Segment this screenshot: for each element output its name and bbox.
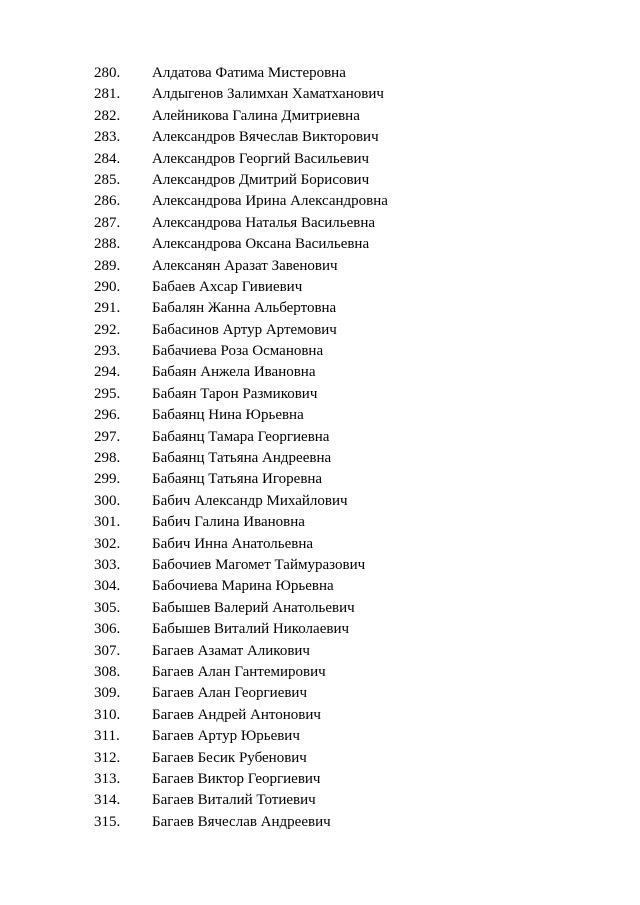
item-number: 303. xyxy=(94,556,121,573)
list-item xyxy=(0,748,640,769)
list-item xyxy=(0,63,640,84)
person-name: Александров Дмитрий Борисович xyxy=(152,171,370,188)
list-item xyxy=(0,598,640,619)
list-item xyxy=(0,705,640,726)
item-number: 288. xyxy=(94,236,121,253)
item-number: 310. xyxy=(94,706,121,723)
item-number: 295. xyxy=(94,385,121,402)
person-name: Бабаян Анжела Ивановна xyxy=(152,364,316,381)
person-name: Александров Георгий Васильевич xyxy=(152,150,370,167)
item-number: 313. xyxy=(94,770,121,787)
item-number: 280. xyxy=(94,65,121,81)
item-number: 289. xyxy=(94,257,121,274)
list-item xyxy=(0,427,640,448)
person-name: Бабалян Жанна Альбертовна xyxy=(152,300,337,317)
person-name: Александрова Оксана Васильевна xyxy=(152,236,370,253)
name-list xyxy=(0,63,640,833)
person-name: Багаев Артур Юрьевич xyxy=(152,728,300,745)
item-number: 292. xyxy=(94,321,121,338)
item-number: 296. xyxy=(94,407,121,424)
item-number: 308. xyxy=(94,663,121,680)
person-name: Багаев Алан Гантемирович xyxy=(152,663,326,680)
list-item xyxy=(0,448,640,469)
item-number: 306. xyxy=(94,621,121,638)
list-item xyxy=(0,213,640,234)
list-item xyxy=(0,127,640,148)
list-item xyxy=(0,384,640,405)
list-item xyxy=(0,106,640,127)
person-name: Александров Вячеслав Викторович xyxy=(152,129,379,146)
list-item xyxy=(0,683,640,704)
item-number: 285. xyxy=(94,171,121,188)
list-item xyxy=(0,512,640,533)
person-name: Бабачиева Роза Османовна xyxy=(152,343,324,360)
person-name: Багаев Алан Георгиевич xyxy=(152,685,308,702)
list-item xyxy=(0,191,640,212)
list-item xyxy=(0,341,640,362)
list-item xyxy=(0,619,640,640)
list-item xyxy=(0,790,640,811)
list-item xyxy=(0,84,640,105)
list-item xyxy=(0,662,640,683)
person-name: Багаев Виктор Георгиевич xyxy=(152,770,321,787)
person-name: Бабышев Валерий Анатольевич xyxy=(152,599,355,616)
person-name: Алейникова Галина Дмитриевна xyxy=(152,107,360,124)
list-item xyxy=(0,320,640,341)
item-number: 302. xyxy=(94,535,121,552)
person-name: Бабич Александр Михайлович xyxy=(152,492,348,509)
list-item xyxy=(0,491,640,512)
person-name: Багаев Андрей Антонович xyxy=(152,706,321,723)
item-number: 290. xyxy=(94,278,121,295)
list-item xyxy=(0,469,640,490)
person-name: Бабасинов Артур Артемович xyxy=(152,321,337,338)
person-name: Багаев Азамат Аликович xyxy=(152,642,310,659)
list-item xyxy=(0,405,640,426)
item-number: 300. xyxy=(94,492,121,509)
person-name: Бабаянц Нина Юрьевна xyxy=(152,407,304,424)
item-number: 287. xyxy=(94,214,121,231)
list-item xyxy=(0,298,640,319)
list-item xyxy=(0,534,640,555)
item-number: 315. xyxy=(94,813,121,830)
item-number: 291. xyxy=(94,300,121,317)
item-number: 298. xyxy=(94,450,121,467)
person-name: Алдатова Фатима Мистеровна xyxy=(152,65,346,81)
item-number: 281. xyxy=(94,86,121,103)
item-number: 283. xyxy=(94,129,121,146)
item-number: 284. xyxy=(94,150,121,167)
person-name: Бабаев Ахсар Гивиевич xyxy=(152,278,303,295)
list-item xyxy=(0,170,640,191)
list-item xyxy=(0,149,640,170)
person-name: Багаев Вячеслав Андреевич xyxy=(152,813,331,830)
person-name: Алдыгенов Залимхан Хаматханович xyxy=(152,86,384,103)
person-name: Александрова Ирина Александровна xyxy=(152,193,388,210)
item-number: 282. xyxy=(94,107,121,124)
item-number: 286. xyxy=(94,193,121,210)
list-item xyxy=(0,769,640,790)
list-item xyxy=(0,234,640,255)
item-number: 301. xyxy=(94,514,121,531)
list-item xyxy=(0,812,640,833)
item-number: 294. xyxy=(94,364,121,381)
item-number: 293. xyxy=(94,343,121,360)
person-name: Бабич Инна Анатольевна xyxy=(152,535,314,552)
item-number: 309. xyxy=(94,685,121,702)
list-item xyxy=(0,256,640,277)
list-item xyxy=(0,362,640,383)
person-name: Бабочиева Марина Юрьевна xyxy=(152,578,334,595)
person-name: Бабышев Виталий Николаевич xyxy=(152,621,350,638)
person-name: Бабаян Тарон Размикович xyxy=(152,385,318,402)
item-number: 307. xyxy=(94,642,121,659)
person-name: Багаев Бесик Рубенович xyxy=(152,749,307,766)
person-name: Бабич Галина Ивановна xyxy=(152,514,305,531)
list-item xyxy=(0,726,640,747)
item-number: 314. xyxy=(94,792,121,809)
item-number: 297. xyxy=(94,428,121,445)
person-name: Бабаянц Татьяна Андреевна xyxy=(152,450,332,467)
person-name: Александрова Наталья Васильевна xyxy=(152,214,376,231)
list-item xyxy=(0,641,640,662)
item-number: 312. xyxy=(94,749,121,766)
item-number: 311. xyxy=(94,728,120,745)
list-item xyxy=(0,555,640,576)
list-item xyxy=(0,576,640,597)
item-number: 305. xyxy=(94,599,121,616)
person-name: Алексанян Аразат Завенович xyxy=(152,257,338,274)
item-number: 304. xyxy=(94,578,121,595)
person-name: Бабаянц Тамара Георгиевна xyxy=(152,428,330,445)
person-name: Бабаянц Татьяна Игоревна xyxy=(152,471,323,488)
person-name: Багаев Виталий Тотиевич xyxy=(152,792,316,809)
person-name: Бабочиев Магомет Таймуразович xyxy=(152,556,366,573)
list-item xyxy=(0,277,640,298)
item-number: 299. xyxy=(94,471,121,488)
